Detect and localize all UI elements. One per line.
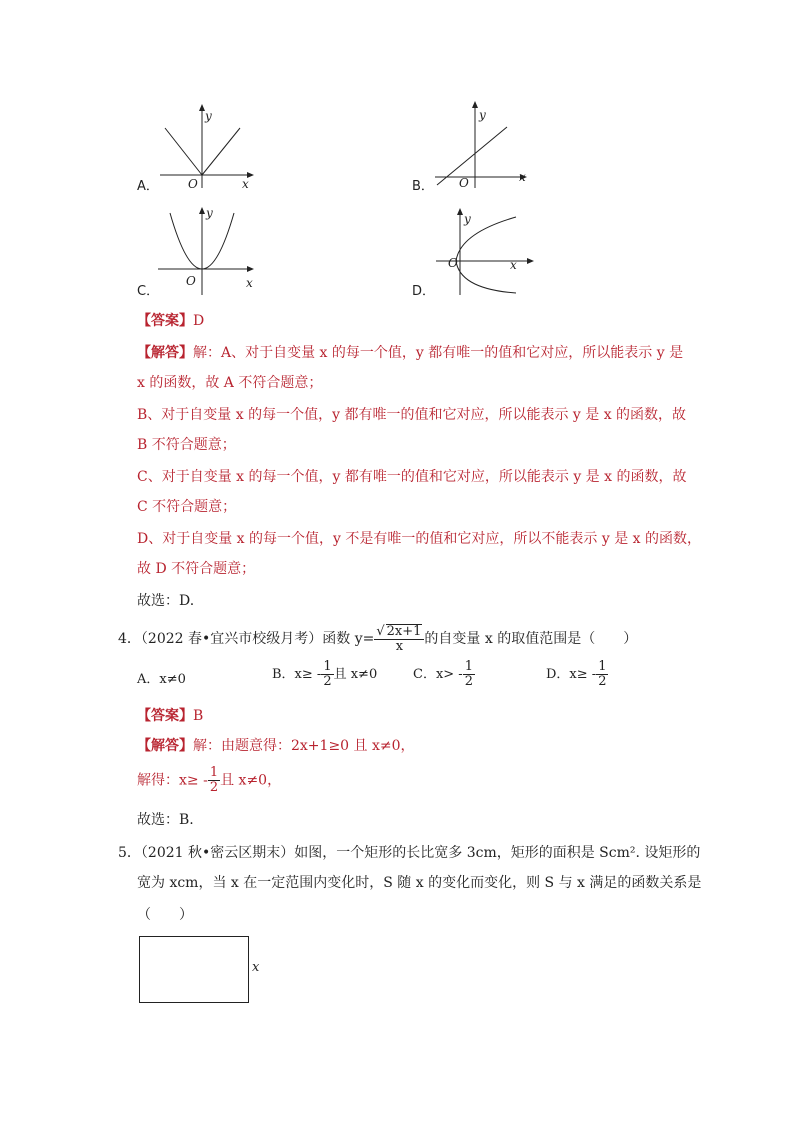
q5-stem-line-3: （ ） — [137, 907, 193, 923]
q3-explain-line-7: D、对于自变量 x 的每一个值，y 不是有唯一的值和它对应，所以不能表示 y 是 x 的函数， — [137, 531, 701, 547]
graph-d-origin-label: O — [448, 256, 458, 270]
q3-choose: 故选：D. — [137, 593, 195, 609]
graph-b — [425, 95, 535, 195]
q3-explain-line-1: 【解答】解：A、对于自变量 x 的每一个值，y 都有唯一的值和它对应，所以能表示 y 是 — [137, 345, 684, 361]
q3-explain-line-3: B、对于自变量 x 的每一个值，y 都有唯一的值和它对应，所以能表示 y 是 x 的函数，故 — [137, 407, 687, 423]
q4-choose: 故选：B. — [137, 812, 194, 828]
q5-stem-line-1: 5．（2021 秋•密云区期末）如图，一个矩形的长比宽多 3cm，矩形的面积是 Scm². 设矩形的 — [118, 845, 701, 861]
graph-a-x-label: x — [242, 177, 249, 191]
graph-d-x-label: x — [510, 258, 517, 272]
q4-explain-line-2: 解得：x≥ - $\frac{1}{2}$ 且 x≠0， — [137, 765, 282, 795]
q3-explain-line-6: C 不符合题意； — [137, 499, 237, 515]
graph-c-y-label: y — [206, 206, 213, 220]
option-b-label: B． — [412, 179, 434, 194]
option-d-label: D． — [412, 284, 436, 299]
graph-a-origin-label: O — [188, 177, 198, 191]
option-a-label: A． — [137, 179, 159, 194]
graph-d-y-label: y — [464, 212, 471, 226]
q3-explain-line-8: 故 D 不符合题意； — [137, 561, 256, 577]
option-c-label: C． — [137, 284, 160, 299]
q4-function-fraction: $\frac{√ 2x+1}{x}$ — [374, 624, 424, 654]
q3-explain-line-4: B 不符合题意； — [137, 437, 236, 453]
graph-d — [430, 203, 540, 298]
q3-explain-line-5: C、对于自变量 x 的每一个值，y 都有唯一的值和它对应，所以能表示 y 是 x 的函数，故 — [137, 469, 687, 485]
q4-answer: 【答案】B — [137, 708, 204, 724]
q4-choice-b[interactable]: B．x≥ - $\frac{1}{2}$ 且 x≠0 — [272, 659, 378, 689]
graph-c-x-label: x — [246, 276, 253, 290]
graph-c — [150, 203, 260, 298]
q4-choice-d[interactable]: D．x≥ - $\frac{1}{2}$ — [546, 659, 607, 689]
graph-b-y-label: y — [479, 108, 486, 122]
q4-choice-c[interactable]: C．x> - $\frac{1}{2}$ — [413, 659, 473, 689]
graph-c-origin-label: O — [186, 274, 196, 288]
graph-a — [150, 100, 260, 195]
rectangle-figure — [139, 936, 249, 1003]
graph-b-origin-label: O — [459, 176, 469, 190]
graph-b-x-label: x — [519, 170, 526, 184]
q3-explain-line-2: x 的函数，故 A 不符合题意； — [137, 375, 323, 391]
q4-explain-line-1: 【解答】解：由题意得：2x+1≥0 且 x≠0， — [137, 738, 415, 754]
q4-choice-a[interactable]: A．x≠0 — [137, 672, 186, 687]
graph-a-y-label: y — [205, 109, 212, 123]
rectangle-width-label: x — [252, 960, 260, 975]
q3-answer: 【答案】D — [137, 313, 205, 329]
q5-stem-line-2: 宽为 xcm，当 x 在一定范围内变化时，S 随 x 的变化而变化，则 S 与 x 满足的函数关系是 — [137, 875, 702, 891]
q4-stem: 4．（2022 春•宜兴市校级月考）函数 y= $\frac{√ 2x+1}{x}$ 的自变量 x 的取值范围是（ ） — [118, 624, 638, 654]
